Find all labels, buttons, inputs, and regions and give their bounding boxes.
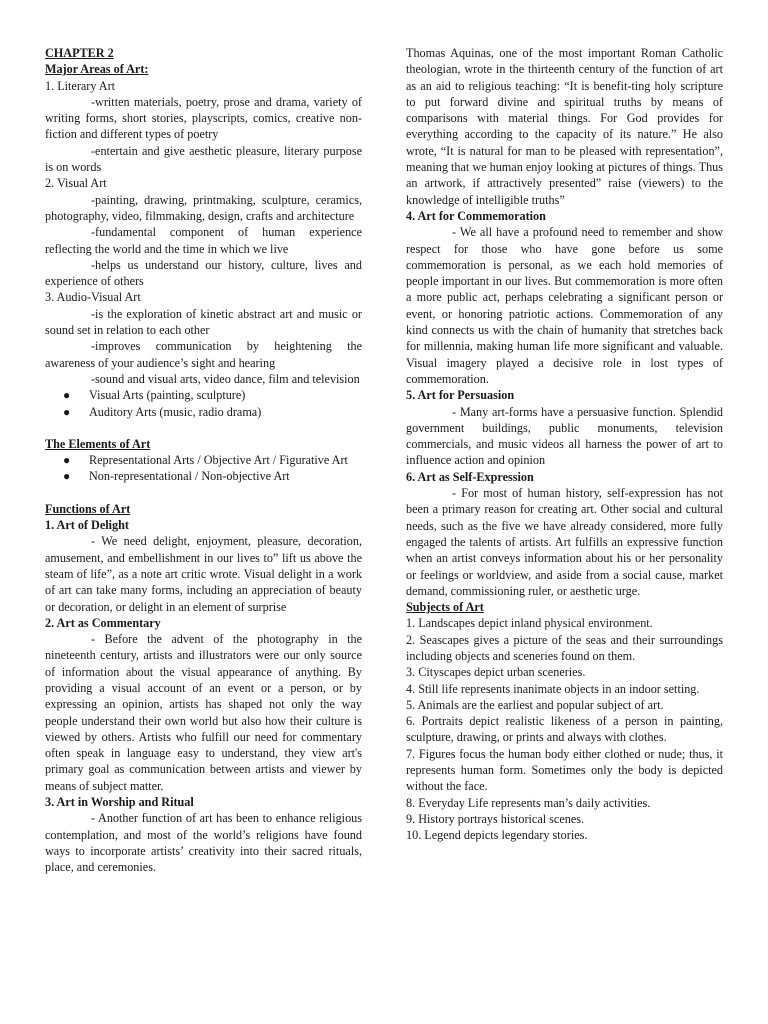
persuasion-title: 5. Art for Persuasion — [406, 388, 515, 403]
subject-item: 9. History portrays historical scenes. — [406, 811, 585, 826]
visual-art-item: -fundamental component of human experience reflecting the world and the time in which we live — [45, 225, 362, 256]
delight-title: 1. Art of Delight — [45, 518, 129, 533]
elements-heading: The Elements of Art — [45, 436, 151, 451]
subjects-heading: Subjects of Art — [406, 600, 484, 615]
audio-visual-art-title: 3. Audio-Visual Art — [45, 290, 141, 305]
audio-visual-item: -sound and visual arts, video dance, film and television — [91, 371, 360, 386]
major-areas-heading: Major Areas of Art: — [45, 62, 149, 77]
list-item: ● Visual Arts (painting, sculpture) — [63, 388, 246, 403]
list-item: ● Auditory Arts (music, radio drama) — [63, 404, 262, 419]
commemoration-text: - We all have a profound need to remember and show respect for those who have gone before us some commemoration is personal, as we each hold memories of people important in our lives. But commemoration is more often a more public act, perhaps celebrating a significant person or event, or honoring patriotic actions. Commemoration of any kind connects us with the chain of humanity that stretches back for millennia, making human life more significant and valuable. Visual imagery played a decisive role in lost types of commemoration. — [406, 225, 723, 386]
delight-text: - We need delight, enjoyment, pleasure, decoration, amusement, and embellishment in our lives to” lift us above the steam of life”, as a note art critic wrote. Visual delight in a work of art can take many forms, including an appreciation of beauty or decoration, or delight in an element of surprise — [45, 534, 362, 614]
chapter-heading: CHAPTER 2 — [45, 46, 114, 60]
left-column — [45, 45, 362, 876]
visual-art-title: 2. Visual Art — [45, 176, 107, 191]
functions-heading: Functions of Art — [45, 501, 131, 516]
subject-item: 8. Everyday Life represents man’s daily activities. — [406, 795, 651, 810]
commentary-text: - Before the advent of the photography in the nineteenth century, artists and illustrators were our only source of information about the visual appearance of anything. By providing a visual account of an event or a person, or by expressing an opinion, artists has shaped not only the way people understand their own world but also how their culture is viewed by others. Artists who fulfill our need for commentary often speak in language easy to understand, they view art's primary goal as communication between artists and viewer by means of subject matter. — [45, 632, 362, 793]
subject-item: 3. Cityscapes depict urban sceneries. — [406, 665, 586, 680]
subject-item: 4. Still life represents inanimate objects in an indoor setting. — [406, 681, 700, 696]
list-item: ● Non-representational / Non-objective Art — [63, 469, 290, 484]
bullet-icon: ● — [63, 469, 71, 484]
self-expression-text: - For most of human history, self-expression has not been a primary reason for creating art. Other social and cultural needs, such as the five we have already considered, more fully engaged the talents of artists. Art fulfills an expressive function when an artist conveys information about his or her personality or feelings or worldview, and aside from a social cause, market demand, commissioning ruler, or aesthetic urge. — [406, 486, 723, 598]
subject-item: 10. Legend depicts legendary stories. — [406, 828, 588, 843]
subject-item: 7. Figures focus the human body either clothed or nude; thus, it represents human form. Sometimes only the body is depicted without the face. — [406, 746, 723, 794]
worship-title: 3. Art in Worship and Ritual — [45, 795, 194, 810]
subject-item: 5. Animals are the earliest and popular subject of art. — [406, 697, 664, 712]
persuasion-text: - Many art-forms have a persuasive function. Splendid government buildings, public monuments, television commercials, and music videos all harness the power of art to influence action and opinion — [406, 404, 723, 468]
subject-item: 6. Portraits depict realistic likeness of a person in painting, sculpture, drawing, or prints and always with clothes. — [406, 714, 723, 745]
audio-visual-item: -improves communication by heightening the awareness of your audience’s sight and hearing — [45, 339, 362, 370]
right-column — [406, 45, 723, 844]
audio-visual-item: -is the exploration of kinetic abstract art and music or sound set in relation to each other — [45, 306, 362, 338]
elements-bullets — [45, 452, 362, 485]
worship-text: - Another function of art has been to enhance religious contemplation, and most of the world’s religions have found ways to incorporate artists’ creativity into their sacred rituals, place, and ceremonies. — [45, 811, 362, 875]
literary-art-item: -entertain and give aesthetic pleasure, literary purpose is on words — [45, 143, 362, 175]
commentary-title: 2. Art as Commentary — [45, 615, 161, 630]
bullet-icon: ● — [63, 453, 71, 468]
commemoration-title: 4. Art for Commemoration — [406, 208, 546, 223]
literary-art-title: 1. Literary Art — [45, 78, 116, 93]
subject-item: 2. Seascapes gives a picture of the seas and their surroundings including objects and sceneries found on them. — [406, 632, 723, 663]
visual-art-item: -painting, drawing, printmaking, sculpture, ceramics, photography, video, filmmaking, design, crafts and architecture — [45, 192, 362, 223]
self-expression-title: 6. Art as Self-Expression — [406, 469, 534, 484]
bullet-icon: ● — [63, 404, 71, 419]
literary-art-item: -written materials, poetry, prose and drama, variety of writing forms, short stories, playscripts, comics, creative non-fiction and different types of poetry — [45, 94, 362, 142]
bullet-icon: ● — [63, 388, 71, 403]
list-item: ● Representational Arts / Objective Art / Figurative Art — [63, 453, 348, 468]
visual-art-item: -helps us understand our history, culture, lives and experience of others — [45, 257, 362, 289]
audio-visual-bullets — [45, 387, 362, 420]
aquinas-paragraph: Thomas Aquinas, one of the most important Roman Catholic theologian, wrote in the thirteenth century of the function of art as an aid to religious teaching: “It is benefit-ting holy scripture to put forward divine and spiritual truths by means of comparisons with material things. For God provides for everything according to the capacity of its nature.” He also wrote, “It is natural for man to be pleased with representation”, meaning that we human enjoy looking at pictures of things. Thus an artwork, if attractively presented” raise (viewers) to the knowledge of intelligible truths” — [406, 46, 723, 207]
subject-item: 1. Landscapes depict inland physical environment. — [406, 616, 653, 631]
